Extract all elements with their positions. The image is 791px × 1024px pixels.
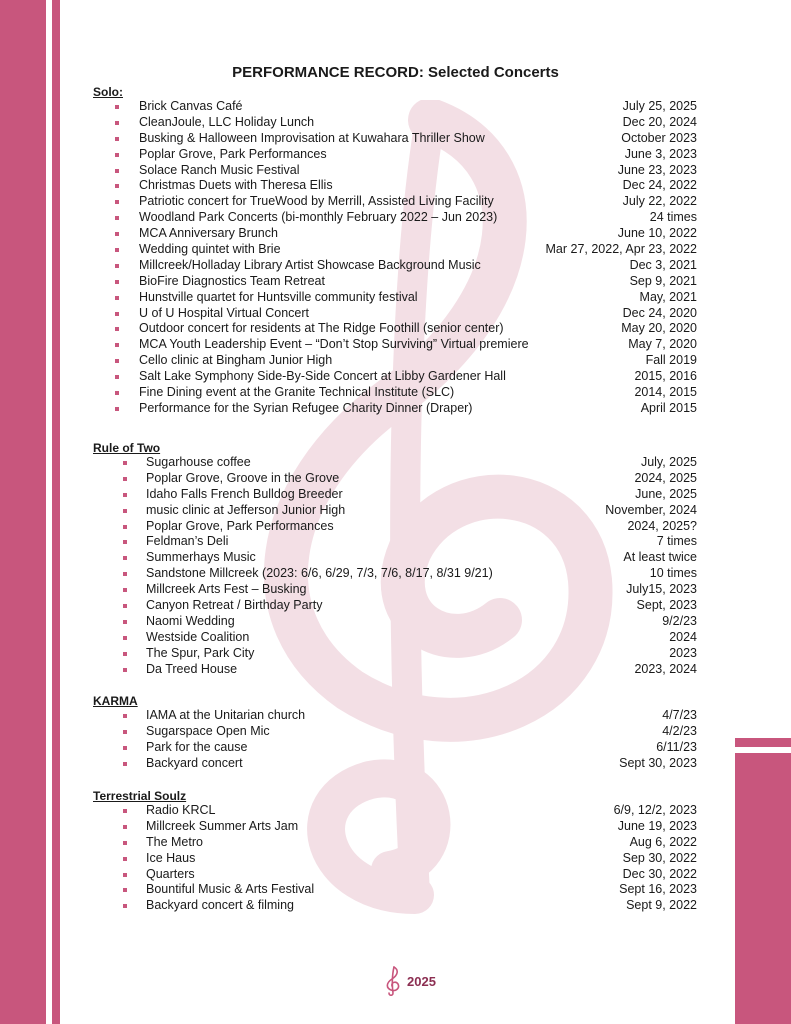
bullet-icon (123, 604, 127, 608)
bullet-icon (115, 407, 119, 411)
list-item (93, 630, 697, 646)
entry-title: Patriotic concert for TrueWood by Merrill, Assisted Living Facility (139, 194, 494, 209)
entry-title: U of U Hospital Virtual Concert (139, 305, 309, 320)
bullet-icon (123, 730, 127, 734)
entry-date: 2023 (669, 645, 697, 660)
bullet-icon (123, 668, 127, 672)
entry-date: Dec 3, 2021 (629, 257, 697, 272)
entry-date: October 2023 (621, 130, 697, 145)
bullet-icon (115, 391, 119, 395)
entry-title: Sugarspace Open Mic (146, 723, 270, 738)
list-item (93, 258, 697, 274)
list-item (93, 882, 697, 898)
entry-title: Woodland Park Concerts (bi-monthly February 2022 – Jun 2023) (139, 210, 498, 225)
list-item (93, 290, 697, 306)
bullet-icon (115, 327, 119, 331)
entry-title: Westside Coalition (146, 629, 250, 644)
entry-date: Dec 24, 2020 (622, 305, 697, 320)
list-item (93, 455, 697, 471)
karma-heading: KARMA (93, 694, 138, 708)
entry-date: 6/11/23 (656, 739, 697, 754)
list-item (93, 274, 697, 290)
entry-date: 4/7/23 (662, 708, 697, 722)
list-item (93, 401, 697, 417)
left-accent-bar (0, 0, 46, 1024)
bullet-icon (123, 762, 127, 766)
left-accent-thin-bar (52, 0, 60, 1024)
bullet-icon (115, 248, 119, 252)
bullet-icon (115, 200, 119, 204)
entry-date: 2023, 2024 (634, 661, 697, 676)
list-item (93, 646, 697, 662)
entry-date: Dec 24, 2022 (622, 178, 697, 193)
bullet-icon (123, 572, 127, 576)
list-item (93, 210, 697, 226)
entry-date: 7 times (656, 534, 697, 549)
entry-title: Feldman’s Deli (146, 534, 229, 549)
bullet-icon (123, 540, 127, 544)
entry-date: Sept, 2023 (636, 598, 697, 613)
list-item (93, 708, 697, 724)
bullet-icon (123, 620, 127, 624)
list-item (93, 582, 697, 598)
entry-date: 2015, 2016 (634, 369, 697, 384)
bullet-icon (115, 105, 119, 109)
entry-date: Dec 20, 2024 (622, 114, 697, 129)
entry-title: CleanJoule, LLC Holiday Lunch (139, 114, 315, 129)
list-item (93, 598, 697, 614)
entry-date: April 2015 (640, 400, 697, 415)
entry-title: Park for the cause (146, 739, 248, 754)
entry-title: music clinic at Jefferson Junior High (146, 502, 346, 517)
bullet-icon (115, 359, 119, 363)
entry-title: Millcreek Summer Arts Jam (146, 818, 299, 833)
entry-title: Backyard concert (146, 755, 243, 770)
list-item (93, 851, 697, 867)
bullet-icon (123, 888, 127, 892)
entry-title: MCA Anniversary Brunch (139, 226, 278, 241)
list-item (93, 534, 697, 550)
entry-date: 10 times (649, 566, 697, 581)
entry-title: Poplar Grove, Park Performances (139, 146, 327, 161)
bullet-icon (115, 169, 119, 173)
entry-title: Poplar Grove, Groove in the Grove (146, 470, 340, 485)
bullet-icon (123, 873, 127, 877)
list-item (93, 662, 697, 678)
entry-title: Wedding quintet with Brie (139, 242, 281, 257)
list-item (93, 566, 697, 582)
bullet-icon (123, 857, 127, 861)
entry-title: Millcreek/Holladay Library Artist Showcase Background Music (139, 257, 481, 272)
karma-section (93, 694, 697, 772)
bullet-icon (115, 375, 119, 379)
bullet-icon (115, 232, 119, 236)
entry-title: Da Treed House (146, 661, 238, 676)
entry-title: Bountiful Music & Arts Festival (146, 882, 315, 897)
bullet-icon (123, 493, 127, 497)
bullet-icon (123, 809, 127, 813)
entry-date: May 20, 2020 (621, 321, 697, 336)
solo-list (93, 99, 697, 417)
entry-title: Performance for the Syrian Refugee Charity Dinner (Draper) (139, 400, 473, 415)
footer (383, 966, 436, 996)
rule-of-two-section (93, 441, 697, 677)
bullet-icon (115, 312, 119, 316)
bullet-icon (115, 216, 119, 220)
treble-clef-icon (383, 966, 403, 996)
entry-date: May, 2021 (639, 289, 697, 304)
entry-date: June 19, 2023 (617, 818, 697, 833)
bullet-icon (115, 153, 119, 157)
list-item (93, 614, 697, 630)
entry-date: 2024 (669, 629, 697, 644)
right-accent-thin-bar (735, 738, 791, 747)
list-item (93, 353, 697, 369)
entry-date: 2014, 2015 (634, 385, 697, 400)
list-item (93, 550, 697, 566)
entry-title: Ice Haus (146, 850, 196, 865)
entry-title: Solace Ranch Music Festival (139, 162, 300, 177)
entry-date: July 25, 2025 (622, 99, 697, 113)
entry-date: 24 times (649, 210, 697, 225)
entry-title: MCA Youth Leadership Event – “Don’t Stop Surviving” Virtual premiere (139, 337, 529, 352)
bullet-icon (123, 841, 127, 845)
entry-title: The Spur, Park City (146, 645, 255, 660)
bullet-icon (123, 525, 127, 529)
entry-date: Dec 30, 2022 (622, 866, 697, 881)
bullet-icon (115, 264, 119, 268)
entry-date: June, 2025 (635, 486, 697, 501)
entry-date: November, 2024 (605, 502, 697, 517)
right-accent-bar (735, 753, 791, 1024)
list-item (93, 898, 697, 914)
list-item (93, 337, 697, 353)
entry-title: Brick Canvas Café (139, 99, 243, 113)
entry-date: Sept 16, 2023 (619, 882, 697, 897)
bullet-icon (123, 509, 127, 513)
bullet-icon (123, 477, 127, 481)
terrestrial-soulz-list (93, 803, 697, 914)
entry-date: Fall 2019 (645, 353, 697, 368)
bullet-icon (115, 343, 119, 347)
entry-date: Aug 6, 2022 (629, 834, 697, 849)
bullet-icon (123, 652, 127, 656)
entry-date: July 22, 2022 (622, 194, 697, 209)
list-item (93, 369, 697, 385)
entry-title: Outdoor concert for residents at The Ridge Foothill (senior center) (139, 321, 504, 336)
karma-list (93, 708, 697, 772)
bullet-icon (115, 137, 119, 141)
list-item (93, 740, 697, 756)
list-item (93, 835, 697, 851)
bullet-icon (123, 461, 127, 465)
entry-title: Sandstone Millcreek (2023: 6/6, 6/29, 7/3, 7/6, 8/17, 8/31 9/21) (146, 566, 493, 581)
bullet-icon (123, 825, 127, 829)
entry-date: July15, 2023 (626, 582, 697, 597)
entry-date: At least twice (623, 550, 697, 565)
entry-date: June 3, 2023 (624, 146, 697, 161)
list-item (93, 226, 697, 242)
list-item (93, 242, 697, 258)
bullet-icon (115, 121, 119, 125)
list-item (93, 819, 697, 835)
entry-date: Sept 30, 2023 (619, 755, 697, 770)
bullet-icon (123, 746, 127, 750)
entry-date: 4/2/23 (662, 723, 697, 738)
bullet-icon (123, 588, 127, 592)
list-item (93, 131, 697, 147)
list-item (93, 724, 697, 740)
entry-title: Radio KRCL (146, 803, 216, 817)
bullet-icon (123, 556, 127, 560)
list-item (93, 163, 697, 179)
entry-title: Sugarhouse coffee (146, 455, 251, 469)
terrestrial-soulz-section (93, 789, 697, 914)
entry-title: Hunstville quartet for Huntsville community festival (139, 289, 418, 304)
bullet-icon (115, 296, 119, 300)
list-item (93, 306, 697, 322)
entry-date: June 23, 2023 (617, 162, 697, 177)
entry-title: Idaho Falls French Bulldog Breeder (146, 486, 343, 501)
list-item (93, 803, 697, 819)
list-item (93, 385, 697, 401)
entry-date: 9/2/23 (662, 613, 697, 628)
bullet-icon (115, 280, 119, 284)
list-item (93, 178, 697, 194)
entry-title: Backyard concert & filming (146, 898, 294, 913)
entry-title: Christmas Duets with Theresa Ellis (139, 178, 333, 193)
list-item (93, 756, 697, 772)
list-item (93, 194, 697, 210)
entry-date: 2024, 2025 (634, 470, 697, 485)
entry-date: 2024, 2025? (627, 518, 697, 533)
list-item (93, 115, 697, 131)
entry-title: Summerhays Music (146, 550, 256, 565)
entry-title: Fine Dining event at the Granite Technical Institute (SLC) (139, 385, 455, 400)
bullet-icon (123, 714, 127, 718)
entry-title: Poplar Grove, Park Performances (146, 518, 334, 533)
entry-title: Busking & Halloween Improvisation at Kuwahara Thriller Show (139, 130, 485, 145)
entry-title: BioFire Diagnostics Team Retreat (139, 273, 325, 288)
entry-title: Canyon Retreat / Birthday Party (146, 598, 323, 613)
list-item (93, 487, 697, 503)
entry-date: Sept 9, 2022 (626, 898, 697, 913)
list-item (93, 867, 697, 883)
rule-of-two-list (93, 455, 697, 677)
list-item (93, 99, 697, 115)
rule-of-two-heading: Rule of Two (93, 441, 161, 455)
list-item (93, 471, 697, 487)
entry-title: Naomi Wedding (146, 613, 235, 628)
solo-section (93, 85, 697, 417)
list-item (93, 147, 697, 163)
bullet-icon (123, 904, 127, 908)
entry-date: Sep 30, 2022 (622, 850, 697, 865)
page-title: PERFORMANCE RECORD: Selected Concerts (232, 64, 559, 81)
solo-heading: Solo: (93, 85, 123, 99)
entry-date: June 10, 2022 (617, 226, 697, 241)
terrestrial-soulz-heading: Terrestrial Soulz (93, 789, 187, 803)
entry-title: Cello clinic at Bingham Junior High (139, 353, 333, 368)
entry-date: Sep 9, 2021 (629, 273, 697, 288)
entry-title: Millcreek Arts Fest – Busking (146, 582, 307, 597)
entry-title: The Metro (146, 834, 203, 849)
bullet-icon (115, 184, 119, 188)
list-item (93, 519, 697, 535)
bullet-icon (123, 636, 127, 640)
footer-year: 2025 (407, 973, 436, 989)
entry-date: Mar 27, 2022, Apr 23, 2022 (545, 242, 697, 257)
entry-title: Salt Lake Symphony Side-By-Side Concert at Libby Gardener Hall (139, 369, 506, 384)
entry-title: Quarters (146, 866, 195, 881)
entry-date: 6/9, 12/2, 2023 (613, 803, 697, 817)
list-item (93, 503, 697, 519)
entry-date: May 7, 2020 (628, 337, 697, 352)
entry-date: July, 2025 (640, 455, 697, 469)
list-item (93, 321, 697, 337)
entry-title: IAMA at the Unitarian church (146, 708, 306, 722)
